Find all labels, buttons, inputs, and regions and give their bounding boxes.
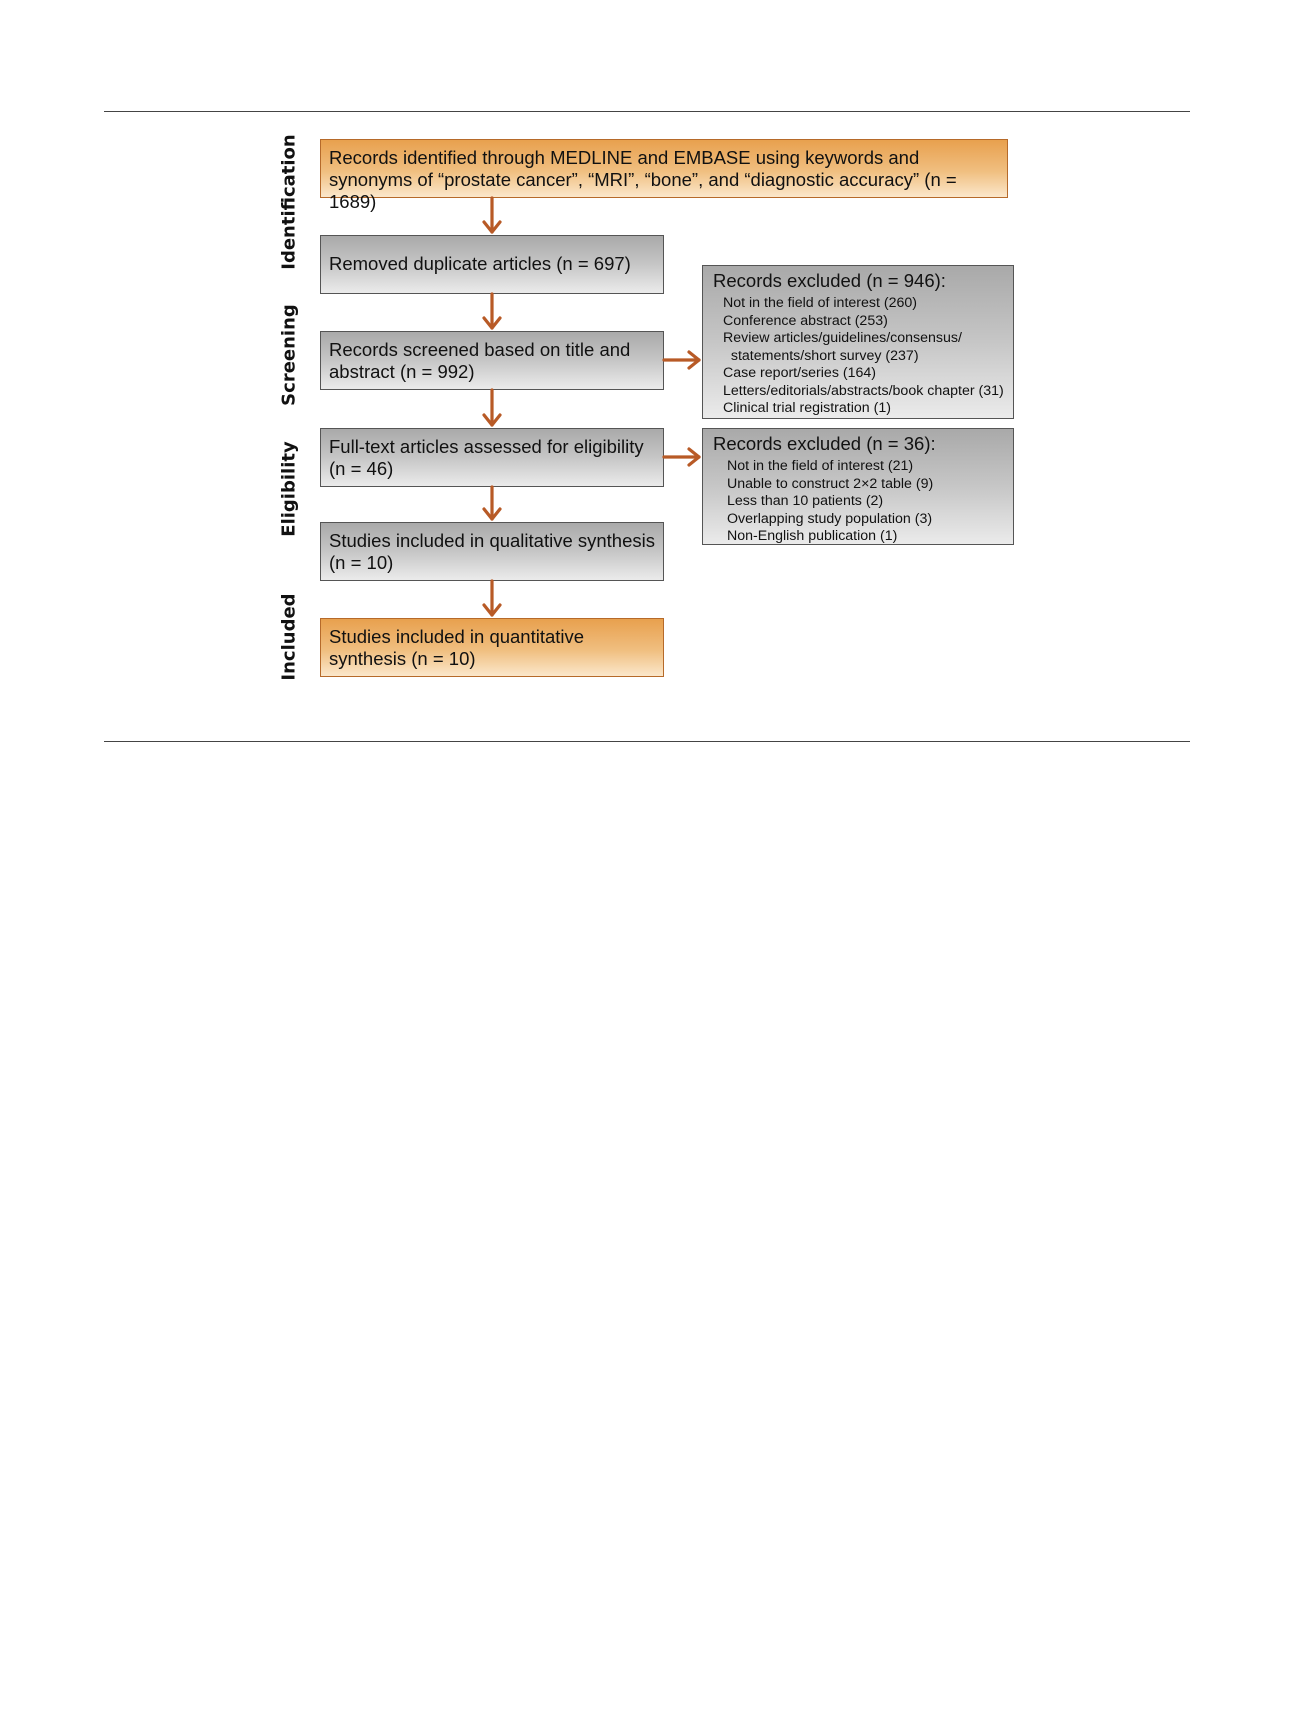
- arrow-fulltext-to-qualitative: [484, 487, 500, 519]
- list-item: Unable to construct 2×2 table (9): [727, 475, 934, 492]
- list-item: Case report/series (164): [723, 365, 876, 381]
- stage-label-included: Included: [278, 593, 300, 681]
- arrow-qualitative-to-quantitative: [484, 581, 500, 615]
- qualitative-text: Studies included in qualitative synthesis (n = 10): [329, 530, 655, 573]
- screened-text: Records screened based on title and abstract (n = 992): [329, 339, 631, 382]
- top-rule: [104, 111, 1190, 112]
- stage-label-screening: Screening: [278, 304, 300, 406]
- qualitative-box: [320, 522, 664, 581]
- duplicates-box: [320, 235, 664, 294]
- identified-text: Records identified through MEDLINE and EMBASE using keywords and synonyms of “prostate cancer”, “MRI”, “bone”, and “diagnostic accuracy” (n = 1689): [329, 147, 957, 212]
- list-item: Non-English publication (1): [727, 528, 898, 544]
- identified-box: [320, 139, 1008, 212]
- list-item: statements/short survey (237): [723, 347, 919, 364]
- list-item: Clinical trial registration (1): [723, 400, 891, 416]
- list-item: Conference abstract (253): [723, 312, 888, 329]
- stage-label-identification: Identification: [278, 134, 300, 270]
- quantitative-box: [320, 618, 664, 677]
- quantitative-text: Studies included in quantitative synthesis (n = 10): [329, 626, 585, 669]
- exclusion-screening-list: [723, 295, 1007, 418]
- duplicates-text: Removed duplicate articles (n = 697): [329, 253, 631, 274]
- fulltext-text: Full-text articles assessed for eligibility (n = 46): [329, 436, 644, 479]
- exclusion-screening-box: [702, 265, 1014, 419]
- list-item: Overlapping study population (3): [727, 510, 933, 527]
- arrow-screened-to-fulltext: [484, 390, 500, 425]
- exclusion-fulltext-list: [727, 458, 1007, 546]
- exclusion-fulltext-title: Records excluded (n = 36):: [713, 433, 936, 454]
- arrow-fulltext-to-exclusion: [664, 449, 699, 465]
- screened-box: [320, 331, 664, 390]
- arrow-screened-to-exclusion: [664, 352, 699, 368]
- bottom-rule: [104, 741, 1190, 742]
- list-item: Less than 10 patients (2): [727, 493, 884, 509]
- arrow-duplicates-to-screened: [484, 294, 500, 328]
- list-item: Not in the field of interest (260): [723, 295, 917, 311]
- fulltext-box: [320, 428, 664, 487]
- list-item: Not in the field of interest (21): [727, 458, 914, 474]
- list-item: Review articles/guidelines/consensus/: [723, 330, 962, 346]
- stage-label-eligibility: Eligibility: [278, 441, 300, 537]
- exclusion-screening-title: Records excluded (n = 946):: [713, 270, 946, 291]
- list-item: Letters/editorials/abstracts/book chapter (31): [723, 382, 1004, 399]
- exclusion-fulltext-box: [702, 428, 1014, 545]
